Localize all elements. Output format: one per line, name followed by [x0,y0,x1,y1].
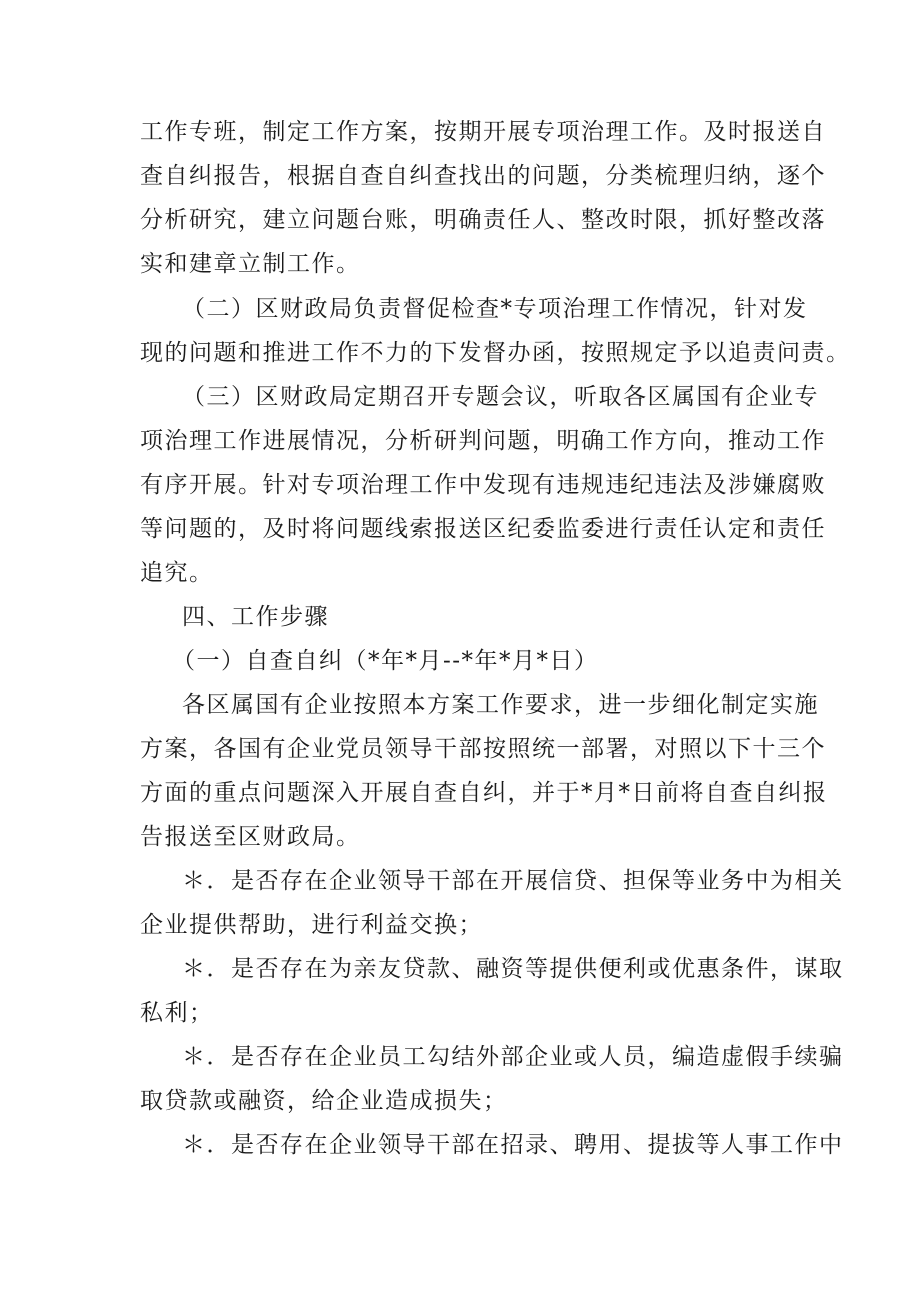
text-line: 现的问题和推进工作不力的下发督办函，按照规定予以追责问责。 [140,340,851,366]
text-line: 告报送至区财政局。 [140,824,361,850]
list-item-line: ＊．是否存在为亲友贷款、融资等提供便利或优惠条件，谋取 [182,956,844,982]
list-item-line: ＊．是否存在企业领导干部在开展信贷、担保等业务中为相关 [182,868,844,894]
list-item-line: 私利； [140,1000,214,1026]
text-line: 方面的重点问题深入开展自查自纠，并于*月*日前将自查自纠报 [140,780,828,806]
list-item-line: 企业提供帮助，进行利益交换； [140,912,483,938]
section-heading: 四、工作步骤 [182,604,329,630]
subsection-heading: （一）自查自纠（*年*月--*年*月*日） [172,648,599,674]
list-item-line: ＊．是否存在企业员工勾结外部企业或人员，编造虚假手续骗 [182,1044,844,1070]
text-line: （三）区财政局定期召开专题会议，听取各区属国有企业专 [182,384,819,410]
text-line: 分析研究，建立问题台账，明确责任人、整改时限，抓好整改落 [140,207,826,233]
text-line: 实和建章立制工作。 [140,251,361,277]
list-item-line: ＊．是否存在企业领导干部在招录、聘用、提拔等人事工作中 [182,1132,844,1158]
text-line: （二）区财政局负责督促检查*专项治理工作情况，针对发 [182,296,808,322]
text-line: 等问题的，及时将问题线索报送区纪委监委进行责任认定和责任 [140,516,826,542]
text-line: 项治理工作进展情况，分析研判问题，明确工作方向，推动工作 [140,428,826,454]
list-item-line: 取贷款或融资，给企业造成损失； [140,1088,508,1114]
text-line: 追究。 [140,560,214,586]
text-line: 查自纠报告，根据自查自纠查找出的问题，分类梳理归纳，逐个 [140,163,826,189]
text-line: 工作专班，制定工作方案，按期开展专项治理工作。及时报送自 [140,119,826,145]
text-line: 各区属国有企业按照本方案工作要求，进一步细化制定实施 [182,692,819,718]
text-line: 方案，各国有企业党员领导干部按照统一部署，对照以下十三个 [140,736,826,762]
text-line: 有序开展。针对专项治理工作中发现有违规违纪违法及涉嫌腐败 [140,472,826,498]
